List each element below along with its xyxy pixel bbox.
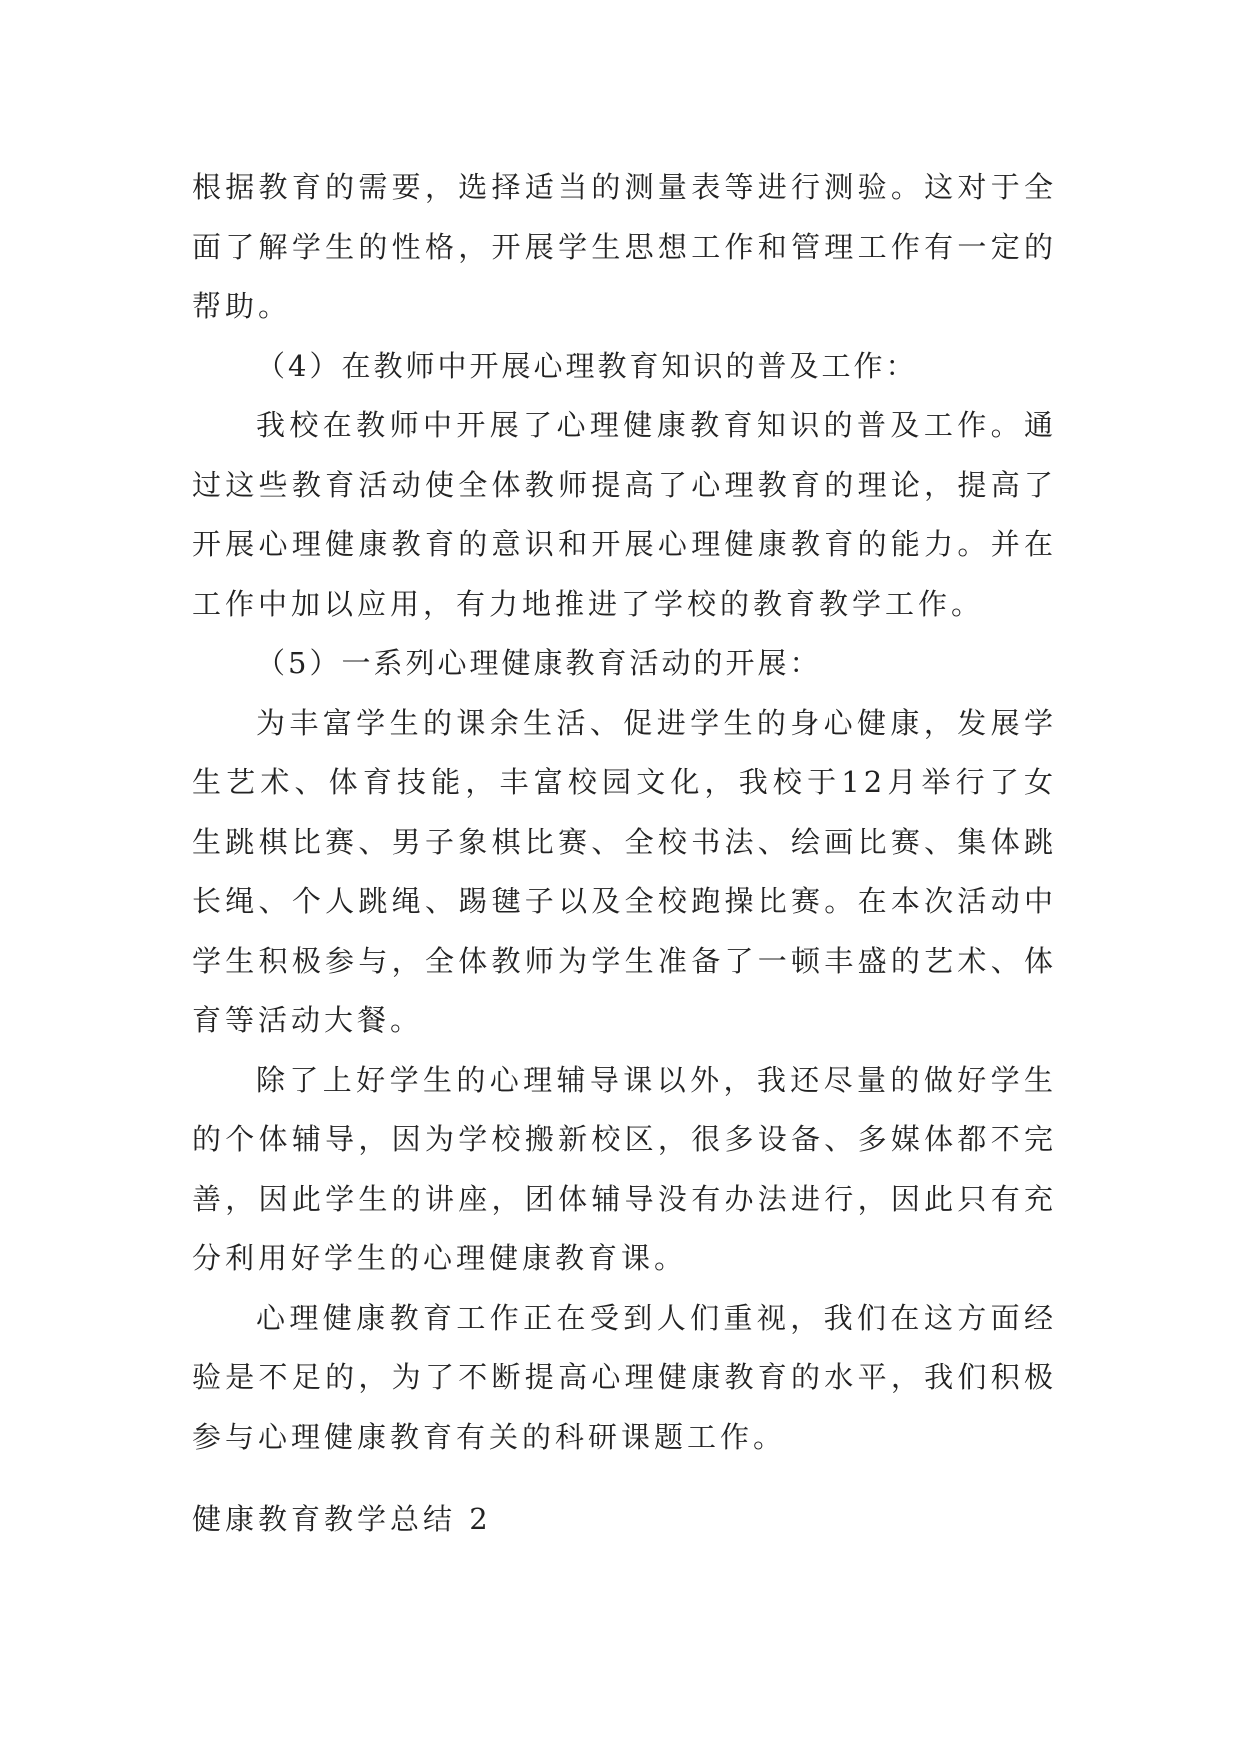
subheading-item-4: （4）在教师中开展心理教育知识的普及工作： bbox=[256, 348, 918, 383]
subheading-item-5: （5）一系列心理健康教育活动的开展： bbox=[256, 646, 822, 680]
document-body bbox=[192, 158, 1057, 1467]
paragraph-teacher-training: 我校在教师中开展了心理健康教育知识的普及工作。通过这些教育活动使全体教师提高了心理教育的理论，提高了开展心理健康教育的意识和开展心理健康教育的能力。并在工作中加以应用，有力地推进了学校的教育教学工作。 bbox=[192, 408, 1057, 621]
paragraph-individual-guidance: 除了上好学生的心理辅导课以外，我还尽量的做好学生的个体辅导，因为学校搬新校区，很多设备、多媒体都不完善，因此学生的讲座，团体辅导没有办法进行，因此只有充分利用好学生的心理健康教育课。 bbox=[192, 1062, 1057, 1275]
section-title: 健康教育教学总结 2 bbox=[192, 1502, 492, 1536]
paragraph-activities: 为丰富学生的课余生活、促进学生的身心健康，发展学生艺术、体育技能，丰富校园文化，我校于12月举行了女生跳棋比赛、男子象棋比赛、全校书法、绘画比赛、集体跳长绳、个人跳绳、踢毽子以及全校跑操比赛。在本次活动中学生积极参与，全体教师为学生准备了一顿丰盛的艺术、体育等活动大餐。 bbox=[192, 705, 1057, 1037]
paragraph-continuation: 根据教育的需要，选择适当的测量表等进行测验。这对于全面了解学生的性格，开展学生思想工作和管理工作有一定的帮助。 bbox=[192, 170, 1057, 323]
paragraph-research: 心理健康教育工作正在受到人们重视，我们在这方面经验是不足的，为了不断提高心理健康教育的水平，我们积极参与心理健康教育有关的科研课题工作。 bbox=[192, 1300, 1057, 1454]
